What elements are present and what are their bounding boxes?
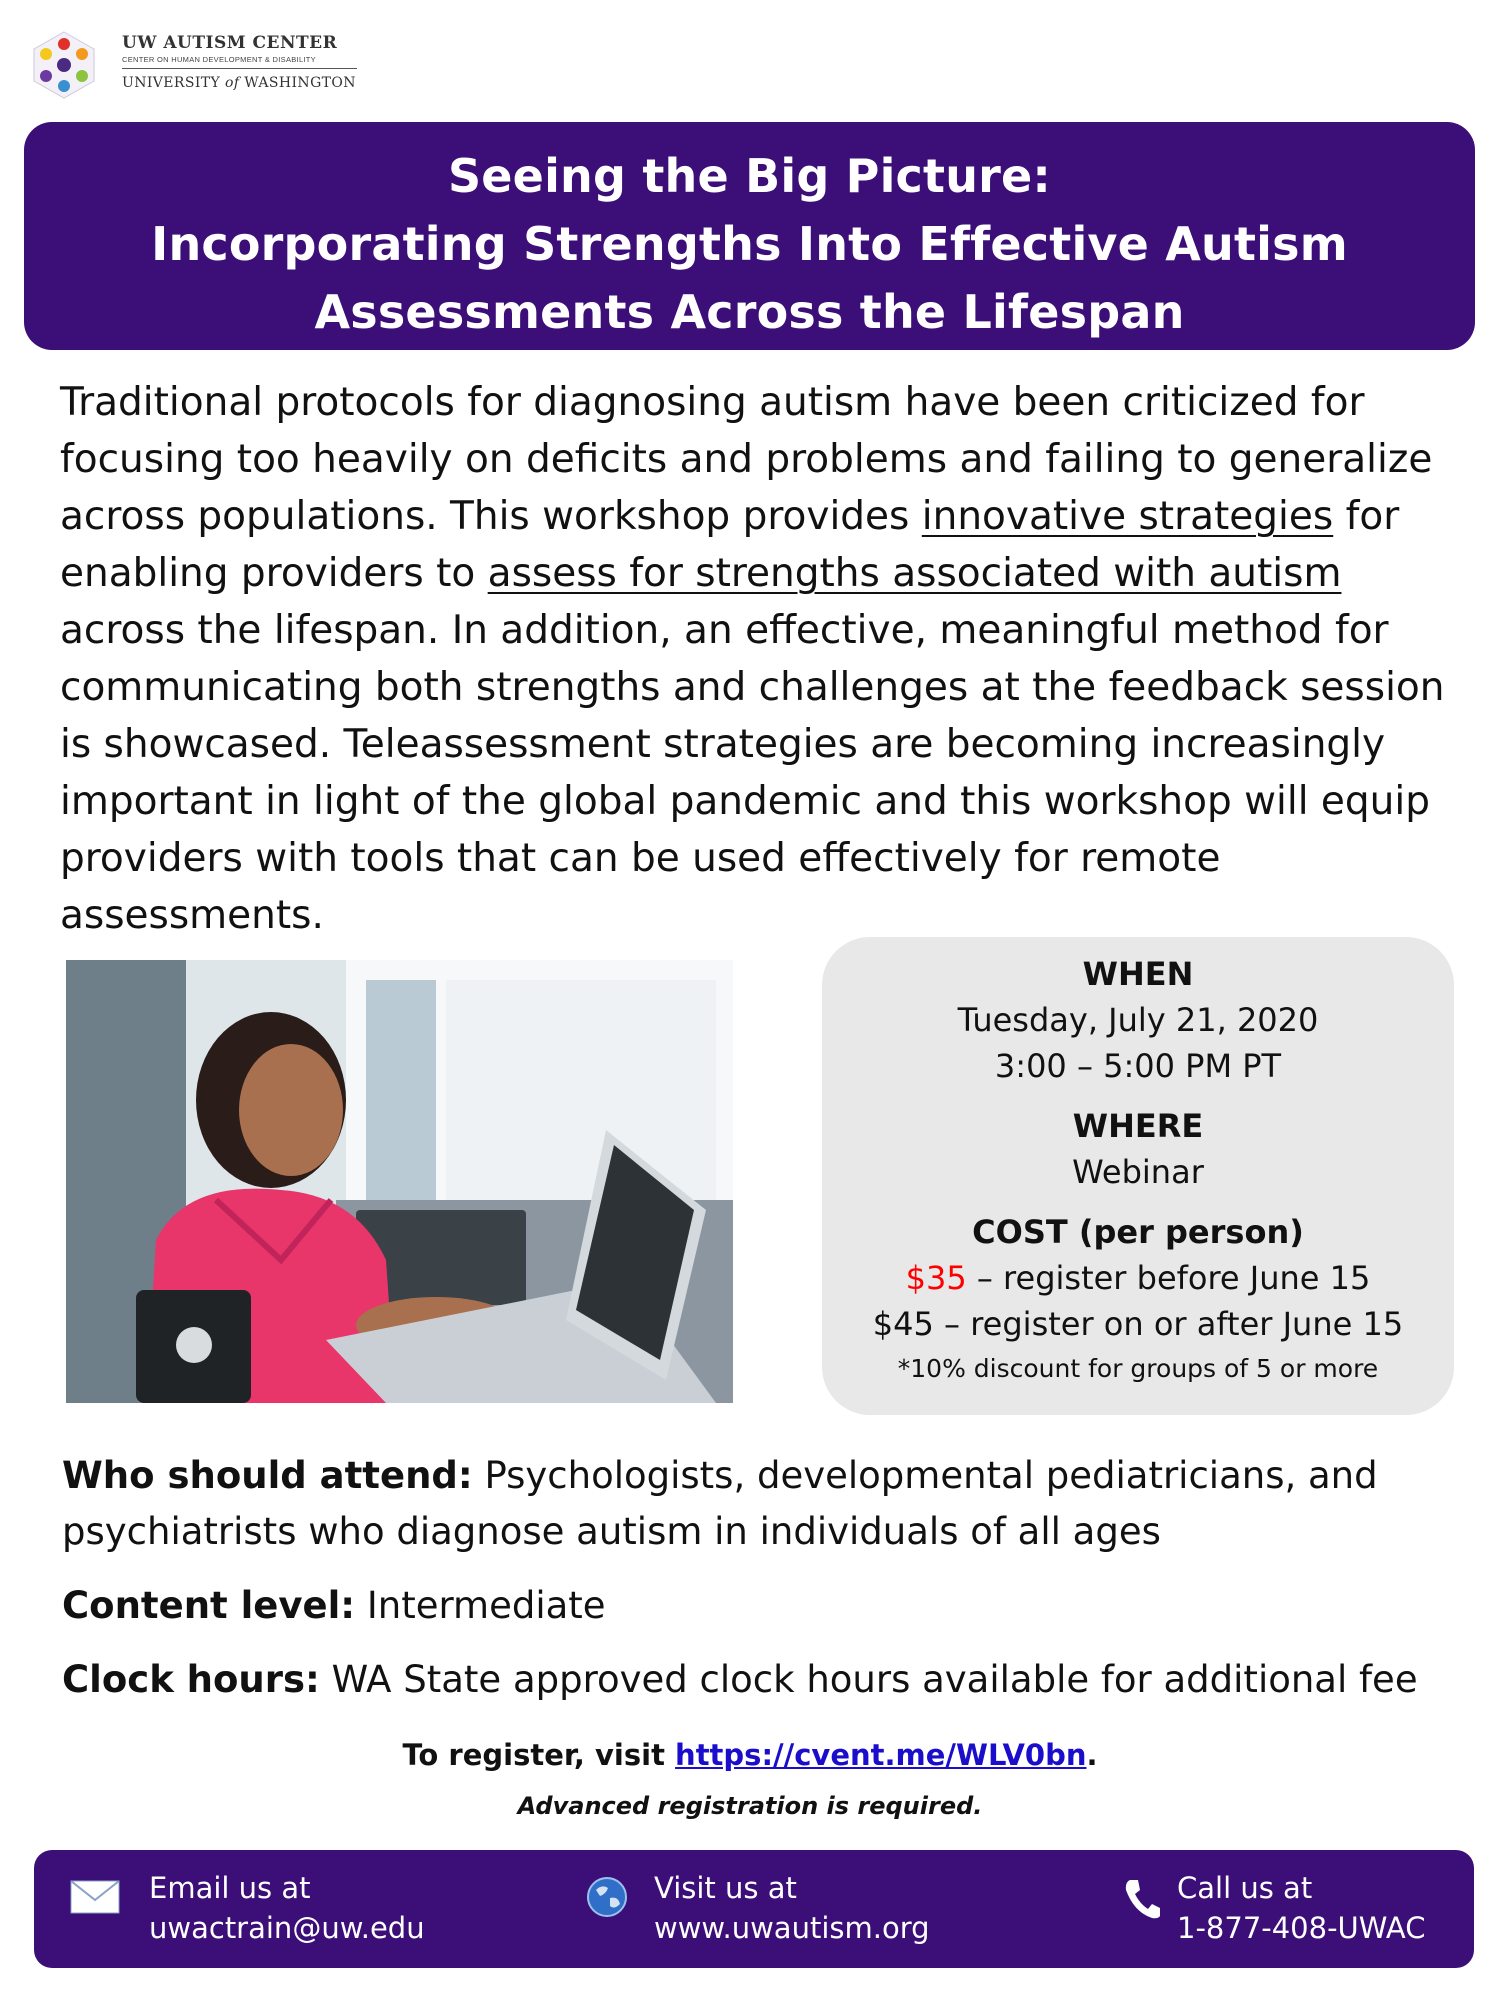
description-underline-2: assess for strengths associated with autism — [487, 551, 1342, 596]
register-suffix: . — [1086, 1738, 1098, 1772]
globe-icon — [586, 1876, 628, 1918]
email-label: Email us at — [149, 1871, 311, 1905]
registration-required-note: Advanced registration is required. — [517, 1792, 983, 1820]
email-contact — [149, 1868, 425, 1948]
who-should-attend — [62, 1448, 1462, 1560]
event-date: Tuesday, July 21, 2020 — [957, 1001, 1319, 1039]
phone-icon — [1122, 1876, 1162, 1920]
level-text: Intermediate — [355, 1584, 606, 1627]
title-line-1: Seeing the Big Picture: — [447, 149, 1052, 203]
attend-text: Psychologists, developmental pediatricians, and psychiatrists who diagnose autism in individuals of all ages — [62, 1454, 1378, 1553]
uw-autism-center-logo — [30, 30, 356, 100]
event-location: Webinar — [1072, 1153, 1204, 1191]
register-prefix: To register, visit — [402, 1738, 676, 1772]
content-level — [62, 1578, 1462, 1634]
workshop-photo — [66, 960, 733, 1403]
hours-text: WA State approved clock hours available for additional fee — [319, 1658, 1418, 1701]
hours-label: Clock hours: — [62, 1658, 320, 1701]
level-label: Content level: — [62, 1584, 356, 1627]
where-label: WHERE — [1072, 1107, 1204, 1145]
discount-note: *10% discount for groups of 5 or more — [897, 1354, 1379, 1383]
logo-university-post: WASHINGTON — [239, 75, 356, 91]
photo-illustration — [66, 960, 733, 1403]
description-part-1: Traditional protocols for diagnosing autism have been criticized for focusing too heavily on deficits and problems and failing to generalize across populations. This workshop provides — [60, 380, 1433, 539]
event-info-box — [822, 937, 1454, 1415]
late-price-line: $45 – register on or after June 15 — [872, 1305, 1404, 1343]
description-underline-1: innovative strategies — [921, 494, 1334, 539]
envelope-icon — [70, 1880, 120, 1914]
web-contact — [654, 1868, 930, 1948]
title-line-2: Incorporating Strengths Into Effective Autism — [151, 217, 1348, 271]
title-banner — [24, 122, 1475, 350]
early-price: $35 — [905, 1259, 967, 1297]
title-line-3: Assessments Across the Lifespan — [314, 285, 1185, 339]
event-time: 3:00 – 5:00 PM PT — [994, 1047, 1282, 1085]
cost-label: COST (per person) — [972, 1213, 1304, 1251]
attend-label: Who should attend: — [62, 1454, 473, 1497]
phone-contact — [1177, 1868, 1425, 1948]
logo-university — [122, 75, 362, 91]
register-line — [0, 1738, 1500, 1772]
logo-mark-icon — [30, 30, 98, 100]
early-price-line — [822, 1255, 1454, 1301]
when-label: WHEN — [1082, 955, 1194, 993]
register-link[interactable]: https://cvent.me/WLV0bn — [675, 1738, 1087, 1772]
description-part-2: for enabling providers to — [60, 494, 1400, 596]
clock-hours — [62, 1652, 1462, 1708]
web-label: Visit us at — [654, 1871, 797, 1905]
contact-footer — [34, 1850, 1474, 1968]
workshop-description — [60, 374, 1460, 944]
phone-number[interactable]: 1-877-408-UWAC — [1177, 1911, 1426, 1945]
email-address[interactable]: uwactrain@uw.edu — [149, 1911, 425, 1945]
description-part-3: across the lifespan. In addition, an effective, meaningful method for communicating both strengths and challenges at the feedback session is showcased. Teleassessment strategies are becoming increasingly important in light of the global pandemic and this workshop will equip providers with tools that can be used effectively for remote assessments. — [60, 608, 1445, 938]
phone-label: Call us at — [1177, 1871, 1313, 1905]
early-price-text: – register before June 15 — [966, 1259, 1371, 1297]
web-address[interactable]: www.uwautism.org — [654, 1911, 930, 1945]
logo-university-pre: UNIVERSITY — [122, 75, 226, 91]
logo-subtitle: CENTER ON HUMAN DEVELOPMENT & DISABILITY — [122, 55, 357, 69]
logo-title: UW AUTISM CENTER — [122, 33, 338, 53]
logo-university-of: of — [225, 75, 240, 91]
